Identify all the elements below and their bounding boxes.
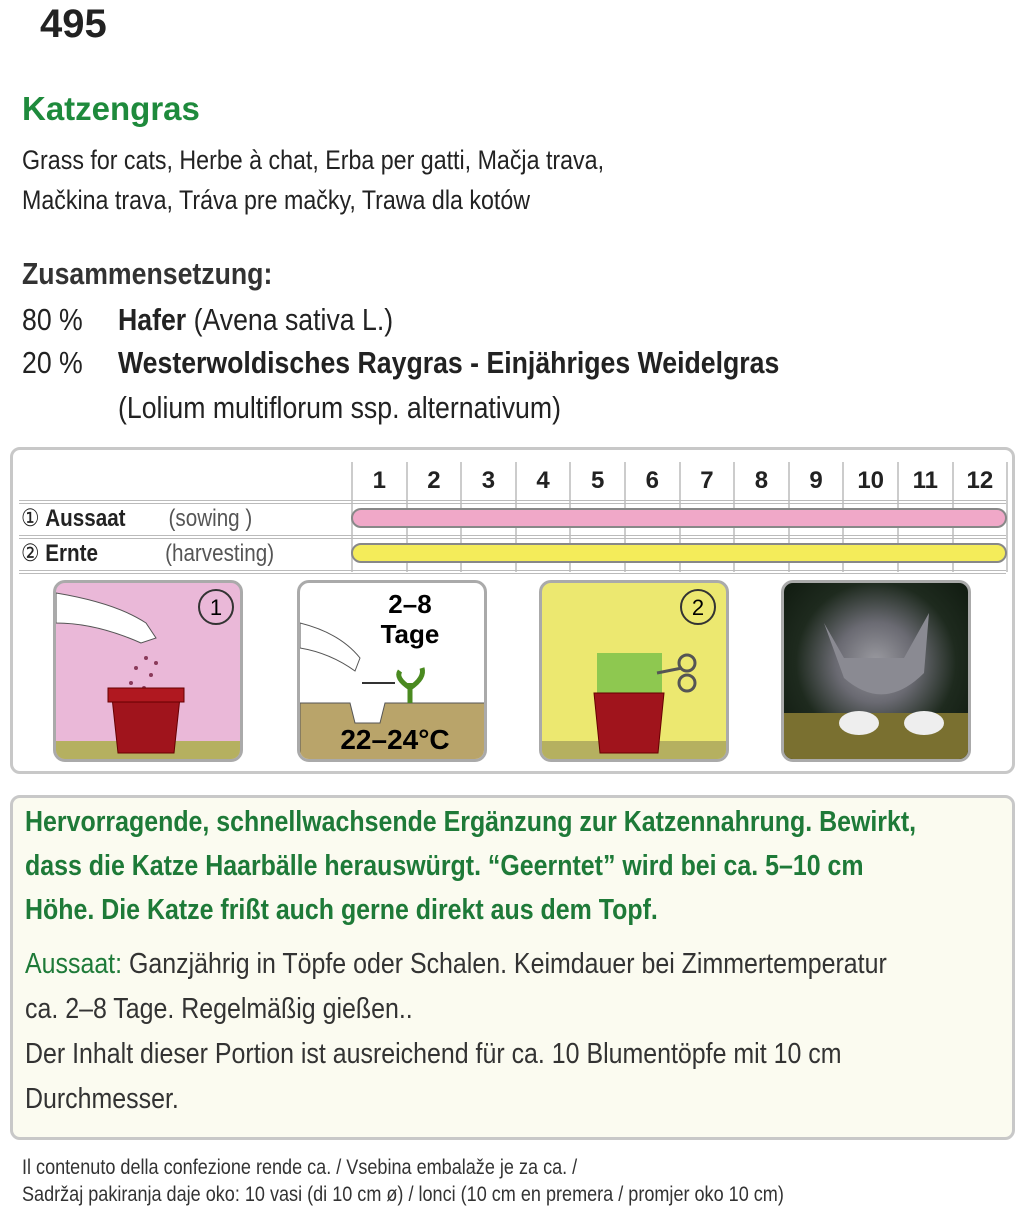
footer-line: Il contenuto della confezione rende ca. / Vsebina embalaže je za ca. / [22,1156,578,1179]
svg-text:2: 2 [691,595,705,620]
divider [19,570,1006,574]
calendar-row-sowing: ① Aussaat (sowing ) [21,505,253,532]
content-info: Der Inhalt dieser Portion ist ausreichend für ca. 10 Blumentöpfe mit 10 cm [25,1038,842,1070]
sowing-instructions: Aussaat: Ganzjährig in Töpfe oder Schalen. Keimdauer bei Zimmertemperatur [25,948,887,980]
harvest-period-bar [351,543,1007,563]
composition-latin: (Lolium multiflorum ssp. alternativum) [118,390,561,425]
composition-item: 20 % Westerwoldisches Raygras - Einjähriges Weidelgras [22,345,780,380]
sowing-instructions: ca. 2–8 Tage. Regelmäßig gießen.. [25,993,413,1025]
pot-grass-scissors-icon [542,583,729,762]
month-9: 9 [788,462,843,500]
month-2: 2 [406,462,461,500]
month-7: 7 [679,462,734,500]
svg-text:22–24°C: 22–24°C [340,724,450,755]
month-3: 3 [460,462,515,500]
composition-heading: Zusammensetzung: [22,256,273,291]
kitten-photo [781,580,971,762]
harvest-illustration [539,580,729,762]
footer-line: Sadržaj pakiranja daje oko: 10 vasi (di 10 cm ø) / lonci (10 cm en premera / promjer oko 10 cm) [22,1183,784,1206]
svg-text:2–8: 2–8 [388,589,432,619]
month-4: 4 [515,462,570,500]
description-line: dass die Katze Haarbälle herauswürgt. “Geerntet” wird bei ca. 5–10 cm [25,850,864,882]
calendar-row-harvest: ② Ernte (harvesting) [21,540,275,567]
month-12: 12 [952,462,1007,500]
translations-line: Grass for cats, Herbe à chat, Erba per gatti, Mačja trava, [22,145,605,175]
month-10: 10 [842,462,897,500]
translations-line: Mačkina trava, Tráva pre mačky, Trawa dla kotów [22,185,531,215]
month-8: 8 [733,462,788,500]
product-number: 495 [40,2,107,46]
germination-illustration [297,580,487,762]
description-line: Hervorragende, schnellwachsende Ergänzung zur Katzennahrung. Bewirkt, [25,806,917,838]
product-title: Katzengras [22,90,200,127]
month-5: 5 [569,462,624,500]
month-1: 1 [351,462,406,500]
description-box [10,795,1015,1140]
sowing-period-bar [351,508,1007,528]
seedling-germination-icon [300,583,487,762]
sowing-calendar [10,447,1015,774]
composition-item: 80 % Hafer (Avena sativa L.) [22,302,394,337]
description-line: Höhe. Die Katze frißt auch gerne direkt aus dem Topf. [25,894,658,926]
sowing-illustration [53,580,243,762]
svg-text:1: 1 [209,595,223,620]
month-11: 11 [897,462,952,500]
month-6: 6 [624,462,679,500]
content-info: Durchmesser. [25,1083,179,1115]
hand-sowing-seeds-icon [56,583,243,762]
kitten-icon [784,583,971,762]
svg-text:Tage: Tage [380,619,440,649]
